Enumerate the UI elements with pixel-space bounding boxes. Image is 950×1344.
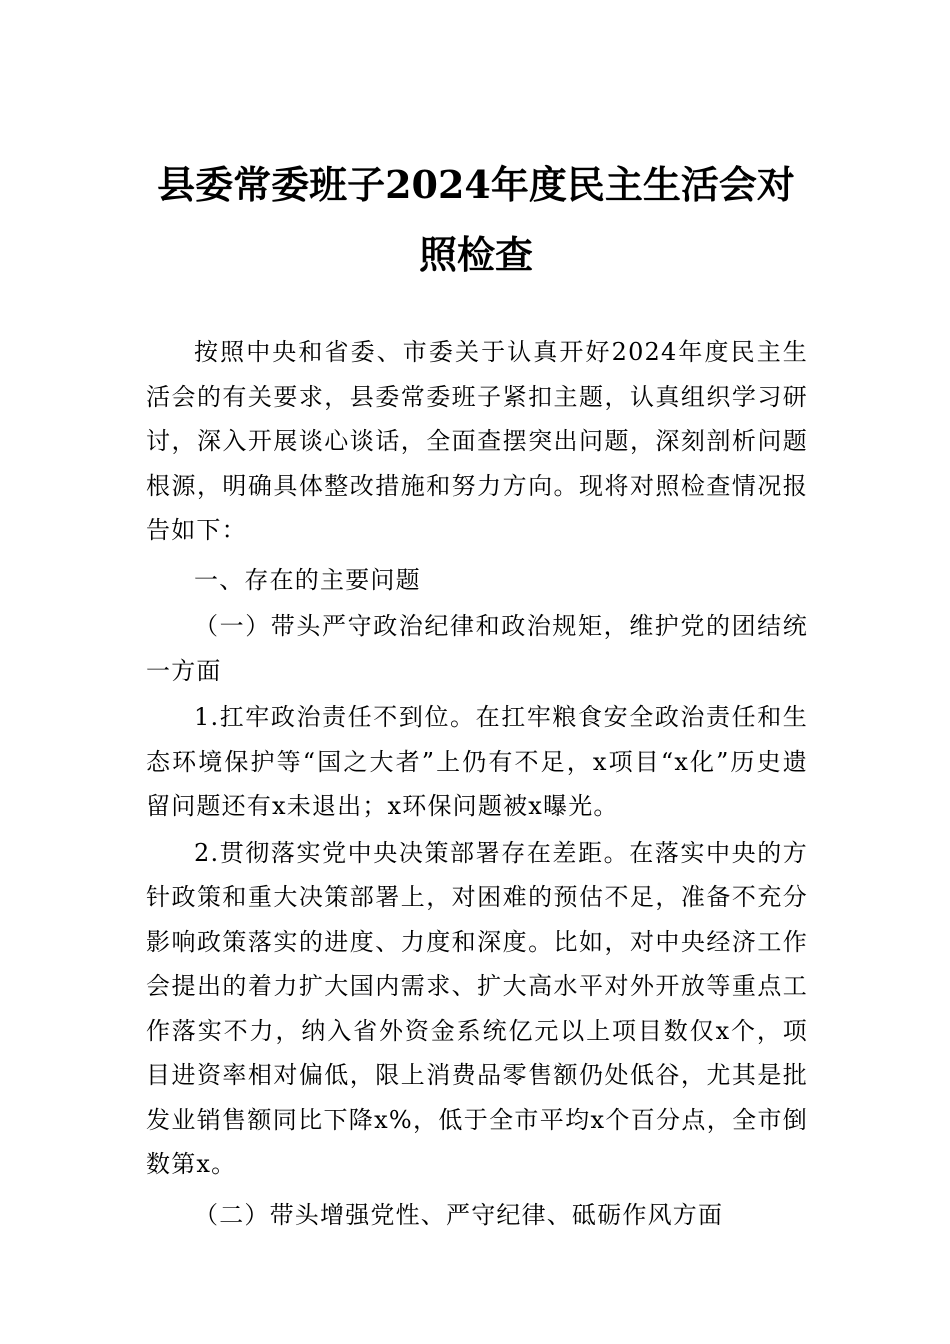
subsection-heading-political-discipline: （一）带头严守政治纪律和政治规矩，维护党的团结统一方面	[146, 612, 808, 685]
intro-paragraph: 按照中央和省委、市委关于认真开好2024年度民主生活会的有关要求，县委常委班子紧扣主题，认真组织学习研讨，深入开展谈心谈话，全面查摆突出问题，深刻剖析问题根源，明确具体整改措施和努力方向。现将对照检查情况报告如下：	[146, 338, 808, 544]
subsection-heading-party-spirit: （二）带头增强党性、严守纪律、砥砺作风方面	[194, 1200, 724, 1229]
section-heading-problems: 一、存在的主要问题	[194, 565, 421, 594]
problem-item-2: 2.贯彻落实党中央决策部署存在差距。在落实中央的方针政策和重大决策部署上，对困难的预估不足，准备不充分影响政策落实的进度、力度和深度。比如，对中央经济工作会提出的着力扩大国内需求、扩大高水平对外开放等重点工作落实不力，纳入省外资金系统亿元以上项目数仅x个，项目进资率相对偏低，限上消费品零售额仍处低谷，尤其是批发业销售额同比下降x%，低于全市平均x个百分点，全市倒数第x。	[146, 838, 808, 1178]
document-title: 县委常委班子2024年度民主生活会对照检查	[157, 162, 795, 277]
problem-item-1: 1.扛牢政治责任不到位。在扛牢粮食安全政治责任和生态环境保护等“国之大者”上仍有不足，x项目“x化”历史遗留问题还有x未退出；x环保问题被x曝光。	[146, 703, 808, 820]
document-body	[146, 330, 808, 1237]
